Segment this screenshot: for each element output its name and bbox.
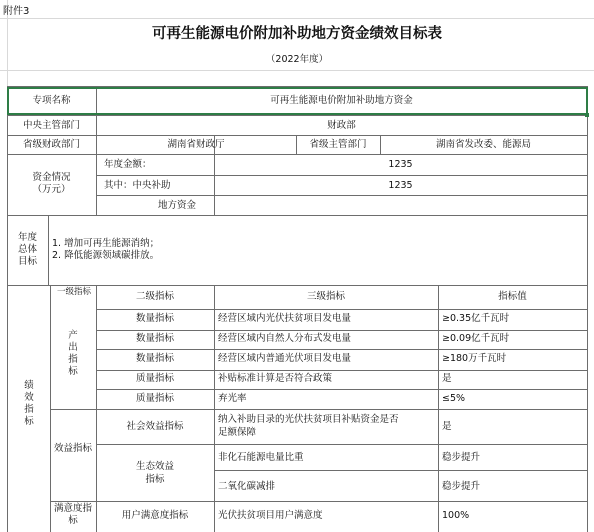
annual-goal-item-1[interactable]: 1. 增加可再生能源消纳； bbox=[52, 238, 160, 249]
table-line bbox=[587, 86, 588, 532]
annual-amount-label: 年度金额： bbox=[104, 159, 152, 170]
central-subsidy-value[interactable]: 1235 bbox=[388, 180, 413, 191]
level3-cell-line1[interactable]: 纳入补助目录的光伏扶贫项目补贴资金是否 bbox=[218, 414, 399, 425]
annual-goal-label-3: 目标 bbox=[17, 256, 37, 267]
annual-goal-item-2[interactable]: 2. 降低能源领域碳排放。 bbox=[52, 250, 160, 261]
annual-goal-label-1: 年度 bbox=[17, 232, 37, 243]
page-title: 可再生能源电价附加补助地方资金绩效目标表 bbox=[152, 26, 442, 42]
level3-cell[interactable]: 光伏扶贫项目用户满意度 bbox=[218, 510, 323, 521]
table-line bbox=[7, 135, 587, 136]
performance-indicators-label: 绩效指标 bbox=[24, 380, 34, 427]
level2-cell[interactable]: 数量指标 bbox=[135, 313, 174, 324]
gridline bbox=[0, 18, 594, 19]
project-label: 专项名称 bbox=[32, 95, 71, 106]
value-cell[interactable]: 是 bbox=[442, 421, 452, 432]
output-indicator-label: 产出指标 bbox=[68, 330, 78, 377]
level2-cell[interactable]: 数量指标 bbox=[135, 333, 174, 344]
level2-header: 二级指标 bbox=[135, 291, 174, 302]
table-line bbox=[214, 470, 587, 471]
central-subsidy-label: 其中：中央补助 bbox=[104, 180, 171, 191]
level1-header: 一级指标 bbox=[56, 287, 91, 297]
project-value[interactable]: 可再生能源电价附加补助地方资金 bbox=[270, 95, 413, 106]
table-line bbox=[214, 285, 215, 532]
level3-cell[interactable]: 经营区域内普通光伏项目发电量 bbox=[218, 353, 352, 364]
value-header: 指标值 bbox=[498, 291, 527, 302]
table-line bbox=[96, 389, 587, 390]
level3-cell[interactable]: 经营区域内光伏扶贫项目发电量 bbox=[218, 313, 352, 324]
prov-finance-value[interactable]: 湖南省财政厅 bbox=[167, 139, 225, 150]
level3-cell[interactable]: 补贴标准计算是否符合政策 bbox=[218, 373, 333, 384]
annual-amount-value[interactable]: 1235 bbox=[388, 159, 413, 170]
level2-cell[interactable]: 用户满意度指标 bbox=[121, 510, 189, 521]
table-line bbox=[96, 370, 587, 371]
level3-header: 三级指标 bbox=[306, 291, 345, 302]
level2-cell[interactable]: 质量指标 bbox=[135, 393, 174, 404]
table-line bbox=[7, 285, 587, 286]
selection-fill-handle[interactable] bbox=[585, 113, 589, 117]
funds-unit-label: （万元） bbox=[32, 184, 71, 195]
local-funds-label: 地方资金 bbox=[158, 200, 197, 211]
gridline bbox=[0, 70, 594, 71]
level3-cell[interactable]: 二氧化碳减排 bbox=[218, 481, 276, 492]
table-line bbox=[96, 444, 587, 445]
level2-cell-line2[interactable]: 指标 bbox=[145, 474, 165, 485]
table-line bbox=[96, 154, 97, 215]
level2-cell[interactable]: 社会效益指标 bbox=[126, 421, 184, 432]
value-cell[interactable]: 稳步提升 bbox=[442, 481, 481, 492]
satisfaction-indicator-label: 满意度指标 bbox=[53, 503, 92, 526]
table-line bbox=[96, 195, 587, 196]
value-cell[interactable]: ≥0.09亿千瓦时 bbox=[442, 333, 510, 344]
prov-finance-label: 省级财政部门 bbox=[22, 139, 80, 150]
table-line bbox=[50, 409, 587, 410]
table-line bbox=[96, 330, 587, 331]
table-line bbox=[7, 115, 587, 116]
table-line bbox=[96, 309, 587, 310]
value-cell[interactable]: ≥0.35亿千瓦时 bbox=[442, 313, 510, 324]
prov-dept-value[interactable]: 湖南省发改委、能源局 bbox=[435, 139, 531, 150]
level3-cell[interactable]: 弃光率 bbox=[218, 393, 247, 404]
funds-label: 资金情况 bbox=[32, 172, 71, 183]
annex-label: 附件3 bbox=[3, 6, 30, 17]
annual-goal-label-2: 总体 bbox=[17, 244, 37, 255]
table-line bbox=[7, 86, 8, 532]
level2-cell-line1[interactable]: 生态效益 bbox=[135, 461, 174, 472]
central-dept-label: 中央主管部门 bbox=[22, 120, 80, 131]
table-line bbox=[50, 285, 51, 532]
table-line bbox=[438, 285, 439, 532]
table-line bbox=[96, 349, 587, 350]
benefit-indicator-label: 效益指标 bbox=[53, 443, 92, 454]
level3-cell[interactable]: 经营区域内自然人分布式发电量 bbox=[218, 333, 352, 344]
prov-dept-label: 省级主管部门 bbox=[309, 139, 367, 150]
table-line bbox=[48, 215, 49, 285]
value-cell[interactable]: 是 bbox=[442, 373, 452, 384]
central-dept-value[interactable]: 财政部 bbox=[327, 120, 356, 131]
level3-cell-line2[interactable]: 足额保障 bbox=[218, 427, 257, 438]
table-line bbox=[7, 215, 587, 216]
level2-cell[interactable]: 数量指标 bbox=[135, 353, 174, 364]
table-line bbox=[50, 501, 587, 502]
value-cell[interactable]: ≤5% bbox=[442, 393, 466, 404]
value-cell[interactable]: 100% bbox=[442, 510, 470, 521]
level3-cell[interactable]: 非化石能源电量比重 bbox=[218, 452, 304, 463]
table-line bbox=[96, 175, 587, 176]
table-line bbox=[7, 154, 587, 155]
level2-cell[interactable]: 质量指标 bbox=[135, 373, 174, 384]
value-cell[interactable]: ≥180万千瓦时 bbox=[442, 353, 507, 364]
page-subtitle: （2022年度） bbox=[265, 54, 329, 65]
value-cell[interactable]: 稳步提升 bbox=[442, 452, 481, 463]
